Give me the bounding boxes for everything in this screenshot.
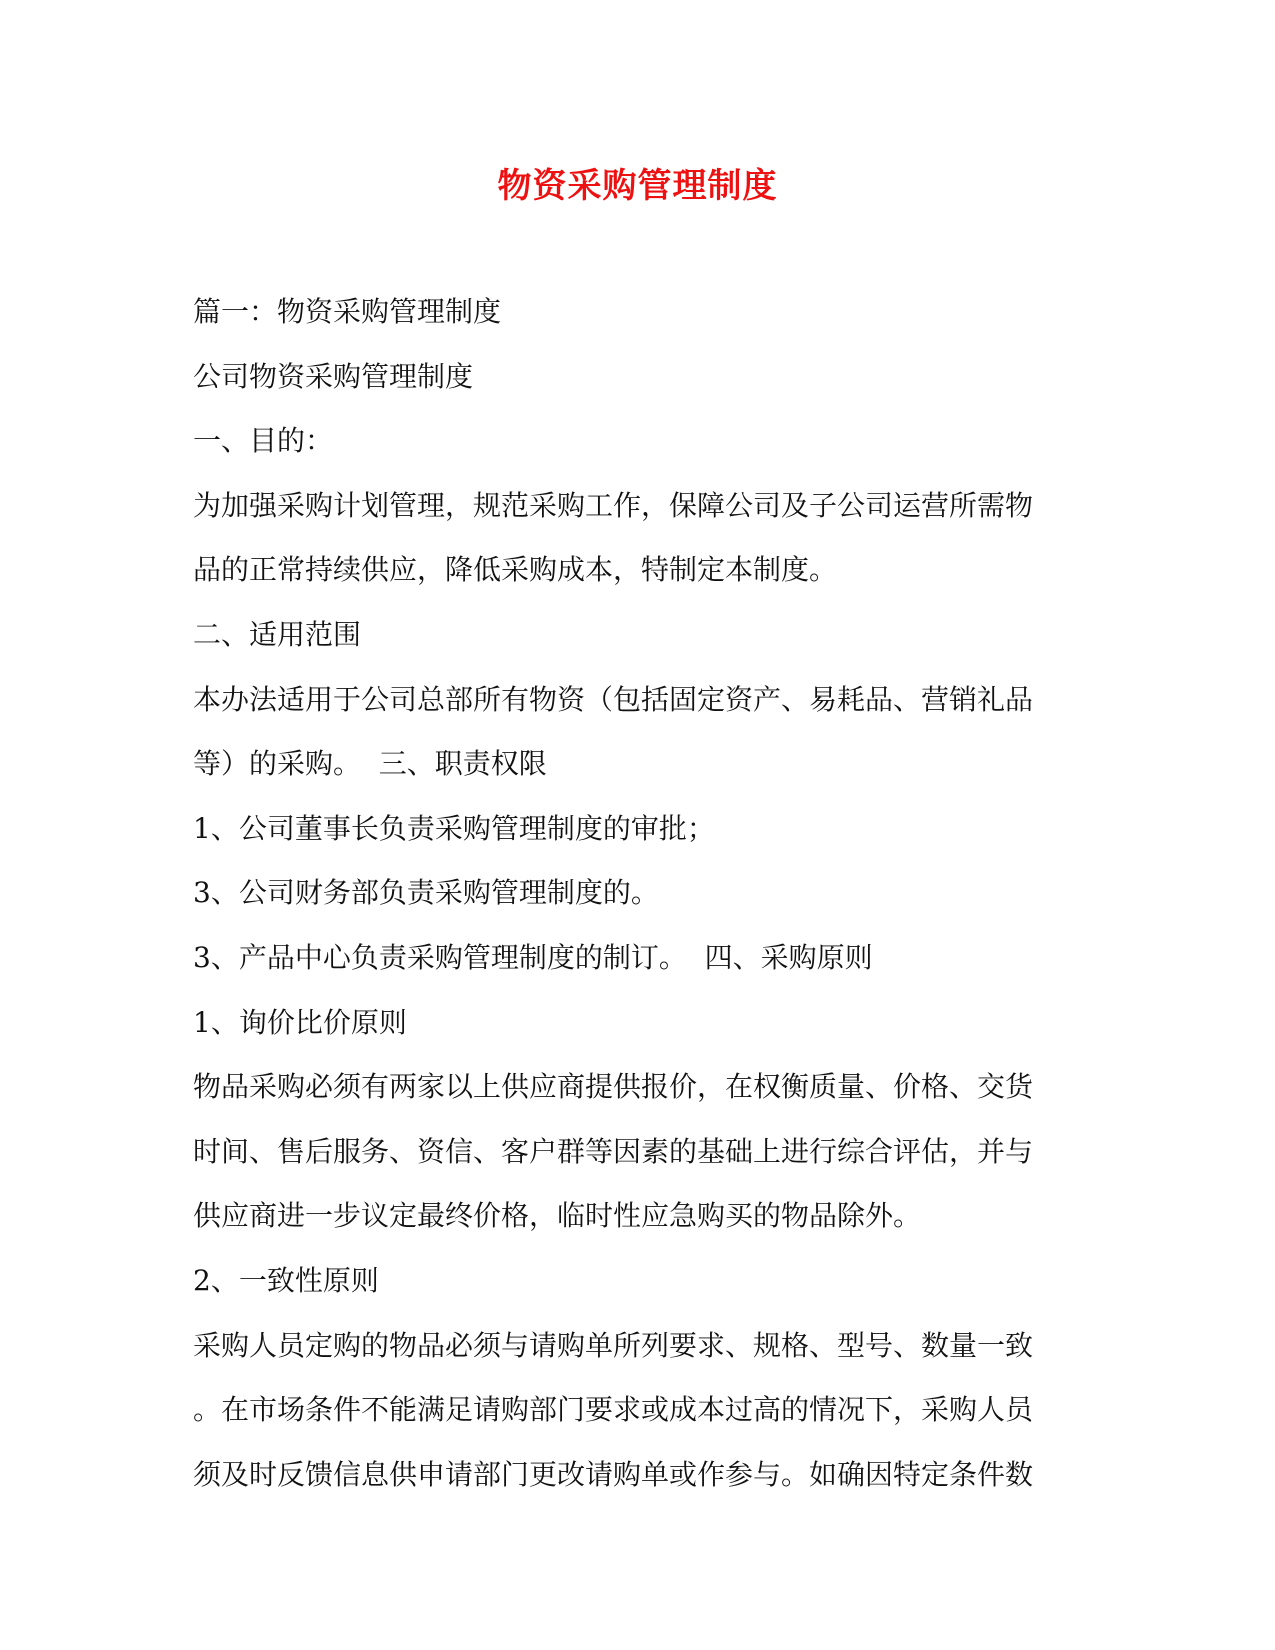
document-body xyxy=(193,280,1068,1507)
text-line: 。在市场条件不能满足请购部门要求或成本过高的情况下，采购人员 xyxy=(193,1393,1034,1427)
text-line: 篇一：物资采购管理制度 xyxy=(193,295,502,328)
text-line: 等）的采购。 三、职责权限 xyxy=(193,747,547,781)
text-line: 1、公司董事长负责采购管理制度的审批； xyxy=(193,811,715,845)
text-line: 二、适用范围 xyxy=(193,617,362,651)
text-line: 物品采购必须有两家以上供应商提供报价，在权衡质量、价格、交货 xyxy=(193,1070,1034,1104)
text-line: 本办法适用于公司总部所有物资（包括固定资产、易耗品、营销礼品 xyxy=(193,682,1034,716)
text-line: 须及时反馈信息供申请部门更改请购单或作参与。如确因特定条件数 xyxy=(193,1457,1034,1491)
text-line: 采购人员定购的物品必须与请购单所列要求、规格、型号、数量一致 xyxy=(193,1328,1034,1362)
text-line: 公司物资采购管理制度 xyxy=(193,359,474,393)
text-line: 3、产品中心负责采购管理制度的制订。 四、采购原则 xyxy=(193,940,873,974)
text-line: 时间、售后服务、资信、客户群等因素的基础上进行综合评估，并与 xyxy=(193,1134,1034,1168)
text-line: 1、询价比价原则 xyxy=(193,1005,407,1039)
text-line: 为加强采购计划管理，规范采购工作，保障公司及子公司运营所需物 xyxy=(193,488,1034,522)
text-line: 一、目的： xyxy=(193,424,334,458)
document-title: 物资采购管理制度 xyxy=(497,166,778,206)
text-line: 品的正常持续供应，降低采购成本，特制定本制度。 xyxy=(193,553,838,587)
text-line: 供应商进一步议定最终价格，临时性应急购买的物品除外。 xyxy=(193,1199,922,1233)
text-line: 2、一致性原则 xyxy=(193,1263,379,1297)
text-line: 3、公司财务部负责采购管理制度的。 xyxy=(193,876,659,910)
